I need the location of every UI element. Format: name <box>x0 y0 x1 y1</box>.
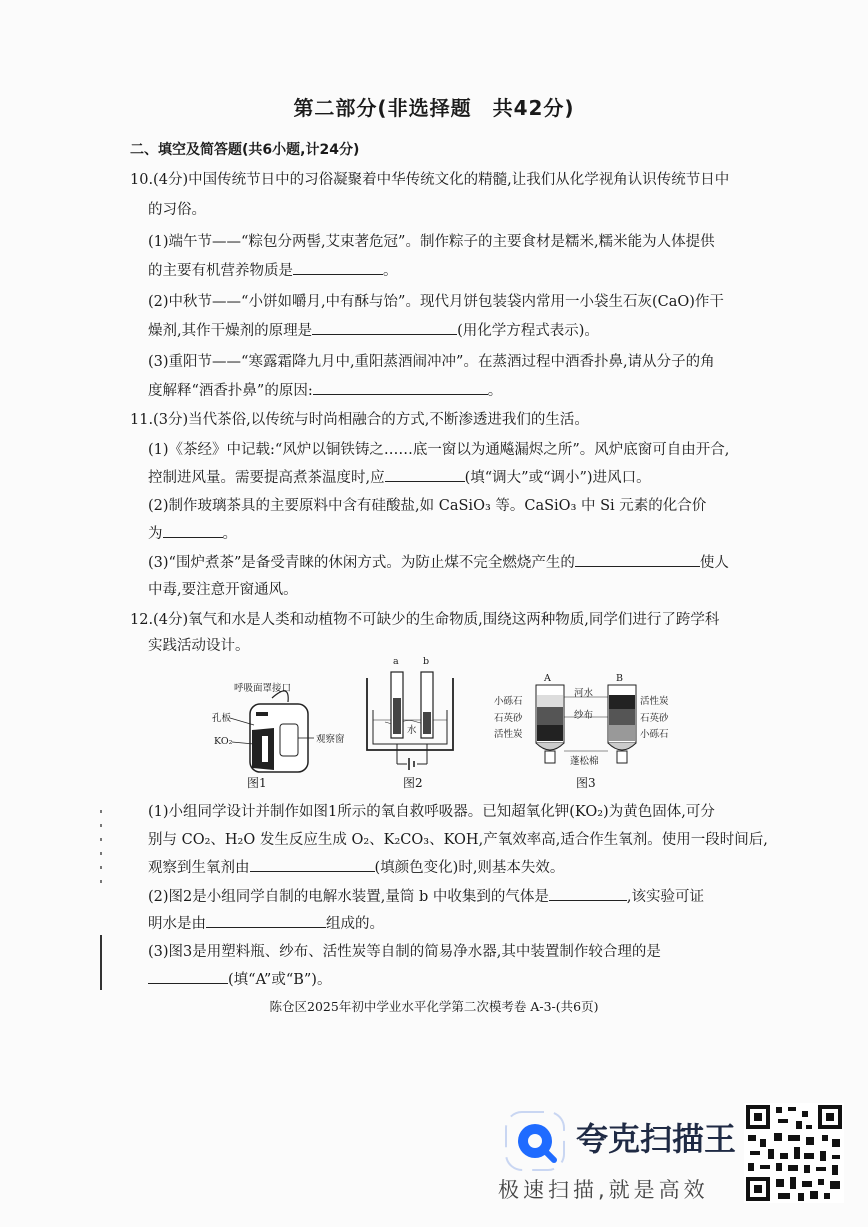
q11-part2-line1: (2)制作玻璃茶具的主要原料中含有硅酸盐,如 CaSiO₃ 等。CaSiO₃ 中 Si 元素的化合价 <box>148 498 707 514</box>
q10-part1-answer-blank[interactable] <box>293 260 383 275</box>
q12-part1-line3 <box>148 857 564 878</box>
scan-margin-mark <box>100 935 102 990</box>
q11-part1-answer-blank[interactable] <box>385 467 465 482</box>
q11-part3-mid: 使人 <box>699 555 729 571</box>
fig1-label-mask-port: 呼吸面罩接口 <box>234 683 292 694</box>
page-footer: 陈仓区2025年初中学业水平化学第二次模考卷 A-3-(共6页) <box>269 999 599 1014</box>
q11-part1-line2 <box>148 467 651 488</box>
fig2-label-a: a <box>393 656 399 667</box>
q12-part1-answer-blank[interactable] <box>250 857 375 872</box>
q10-part1-end: 。 <box>383 263 398 279</box>
scanner-slogan: 极速扫描,就是高效 <box>498 1178 709 1202</box>
q10-part2-line2 <box>148 320 599 341</box>
figure-1-caption: 图1 <box>247 776 267 790</box>
q11-part3-line2: 中毒,要注意开窗通风。 <box>148 582 298 598</box>
part-title: 第二部分(非选择题 共42分) <box>293 96 575 120</box>
q10-part1-line1: (1)端午节——“粽包分两髻,艾束著危冠”。制作粽子的主要食材是糯米,糯米能为人体提供 <box>148 234 715 250</box>
q11-part3-text: (3)“围炉煮茶”是备受青睐的休闲方式。为防止煤不完全燃烧产生的 <box>148 555 575 571</box>
q12-part1-text: 观察到生氧剂由 <box>148 860 250 876</box>
figure-3-caption: 图3 <box>576 776 596 790</box>
q10-part3-text: 度解释“酒香扑鼻”的原因: <box>148 383 313 399</box>
q12-part1-end: (填颜色变化)时,则基本失效。 <box>374 860 565 876</box>
q11-stem: 11.(3分)当代茶俗,以传统与时尚相融合的方式,不断渗透进我们的生活。 <box>130 412 589 428</box>
figure-2-caption: 图2 <box>403 776 423 790</box>
q10-part1-text: 的主要有机营养物质是 <box>148 263 293 279</box>
q10-part3-answer-blank[interactable] <box>313 380 488 395</box>
q12-part1-line1: (1)小组同学设计并制作如图1所示的氧自救呼吸器。已知超氧化钾(KO₂)为黄色固体,可分 <box>148 804 715 820</box>
scanner-brand-name: 夸克扫描王 <box>576 1120 737 1158</box>
fig2-label-water: 水 <box>407 725 417 736</box>
q12-stem-line1: 12.(4分)氧气和水是人类和动植物不可缺少的生命物质,围绕这两种物质,同学们进行了跨学科 <box>130 612 720 628</box>
q12-part3-line1: (3)图3是用塑料瓶、纱布、活性炭等自制的简易净水器,其中装置制作较合理的是 <box>148 944 661 960</box>
q11-part2-answer-blank[interactable] <box>163 523 223 538</box>
fig3-label-B: B <box>616 673 623 684</box>
qr-code-icon <box>744 1103 844 1203</box>
q11-part3-line1 <box>148 552 729 573</box>
q11-part2-line2 <box>148 523 237 544</box>
q10-part3-line1: (3)重阳节——“寒露霜降九月中,重阳蒸酒闹冲冲”。在蒸酒过程中酒香扑鼻,请从分子的角 <box>148 354 715 370</box>
electrolysis-drawing <box>355 658 465 778</box>
q10-part1-line2 <box>148 260 398 281</box>
q11-part2-end: 。 <box>222 526 237 542</box>
q12-part2-line2 <box>148 913 384 934</box>
fig3-label-left2: 石英砂 <box>494 713 523 724</box>
figure-2 <box>355 658 465 778</box>
q10-part2-end: (用化学方程式表示)。 <box>457 323 599 339</box>
q10-part2-text: 燥剂,其作干燥剂的原理是 <box>148 323 313 339</box>
q11-part3-answer-blank[interactable] <box>575 552 700 567</box>
q12-part3-line2 <box>148 969 331 990</box>
q12-part3-end: (填“A”或“B”)。 <box>228 972 332 988</box>
q11-part1-line1: (1)《茶经》中记载:“风炉以铜铁铸之……底一窗以为通飚漏烬之所”。风炉底窗可自由开合, <box>148 442 730 458</box>
scanner-watermark <box>490 1100 868 1227</box>
fig3-label-mid2: 纱布 <box>574 710 594 721</box>
q12-part2-line1 <box>148 886 704 907</box>
fig3-label-left3: 活性炭 <box>494 729 523 740</box>
q12-stem-line2: 实践活动设计。 <box>148 638 250 654</box>
scan-margin-dots <box>100 810 102 890</box>
fig3-label-right2: 石英砂 <box>640 713 669 724</box>
fig1-label-hole-plate: 孔板 <box>212 713 232 724</box>
q12-part2-end: 组成的。 <box>326 916 384 932</box>
q10-stem-line1: 10.(4分)中国传统节日中的习俗凝聚着中华传统文化的精髓,让我们从化学视角认识传统节日中 <box>130 172 730 188</box>
q12-part2-text: (2)图2是小组同学自制的电解水装置,量筒 b 中收集到的气体是 <box>148 889 549 905</box>
q12-part2-answer-blank-2[interactable] <box>206 913 326 928</box>
q12-part3-answer-blank[interactable] <box>148 969 228 984</box>
fig3-label-right1: 活性炭 <box>640 696 669 707</box>
q12-part1-line2: 别与 CO₂、H₂O 发生反应生成 O₂、K₂CO₃、KOH,产氧效率高,适合作生氧剂。使用一段时间后, <box>148 832 768 848</box>
q12-part2-answer-blank-1[interactable] <box>549 886 627 901</box>
fig1-label-ko2: KO₂ <box>214 736 233 747</box>
q11-part2-text: 为 <box>148 526 163 542</box>
q11-part1-text: 控制进风量。需要提高煮茶温度时,应 <box>148 470 385 486</box>
fig3-label-A: A <box>544 673 551 684</box>
q12-part2-text-2: 明水是由 <box>148 916 206 932</box>
fig3-label-right3: 小砾石 <box>640 729 669 740</box>
q10-part3-line2 <box>148 380 502 401</box>
section-heading: 二、填空及简答题(共6小题,计24分) <box>130 142 360 158</box>
fig3-label-left1: 小砾石 <box>494 696 523 707</box>
fig1-label-window: 观察窗 <box>316 734 345 745</box>
fig3-label-mid3: 蓬松棉 <box>570 756 599 767</box>
q10-part2-line1: (2)中秋节——“小饼如嚼月,中有酥与饴”。现代月饼包装袋内常用一小袋生石灰(CaO)作干 <box>148 294 724 310</box>
q12-part2-mid: ,该实验可证 <box>626 889 704 905</box>
fig3-label-mid1: 河水 <box>574 688 594 699</box>
q10-part3-end: 。 <box>487 383 503 399</box>
q10-part2-answer-blank[interactable] <box>312 320 457 335</box>
q10-stem-line2: 的习俗。 <box>148 202 206 218</box>
fig2-label-b: b <box>423 656 430 667</box>
scanner-logo-icon <box>504 1110 566 1172</box>
figure-3 <box>490 675 670 775</box>
figure-1 <box>210 680 350 790</box>
q11-part1-end: (填“调大”或“调小”)进风口。 <box>464 470 651 486</box>
